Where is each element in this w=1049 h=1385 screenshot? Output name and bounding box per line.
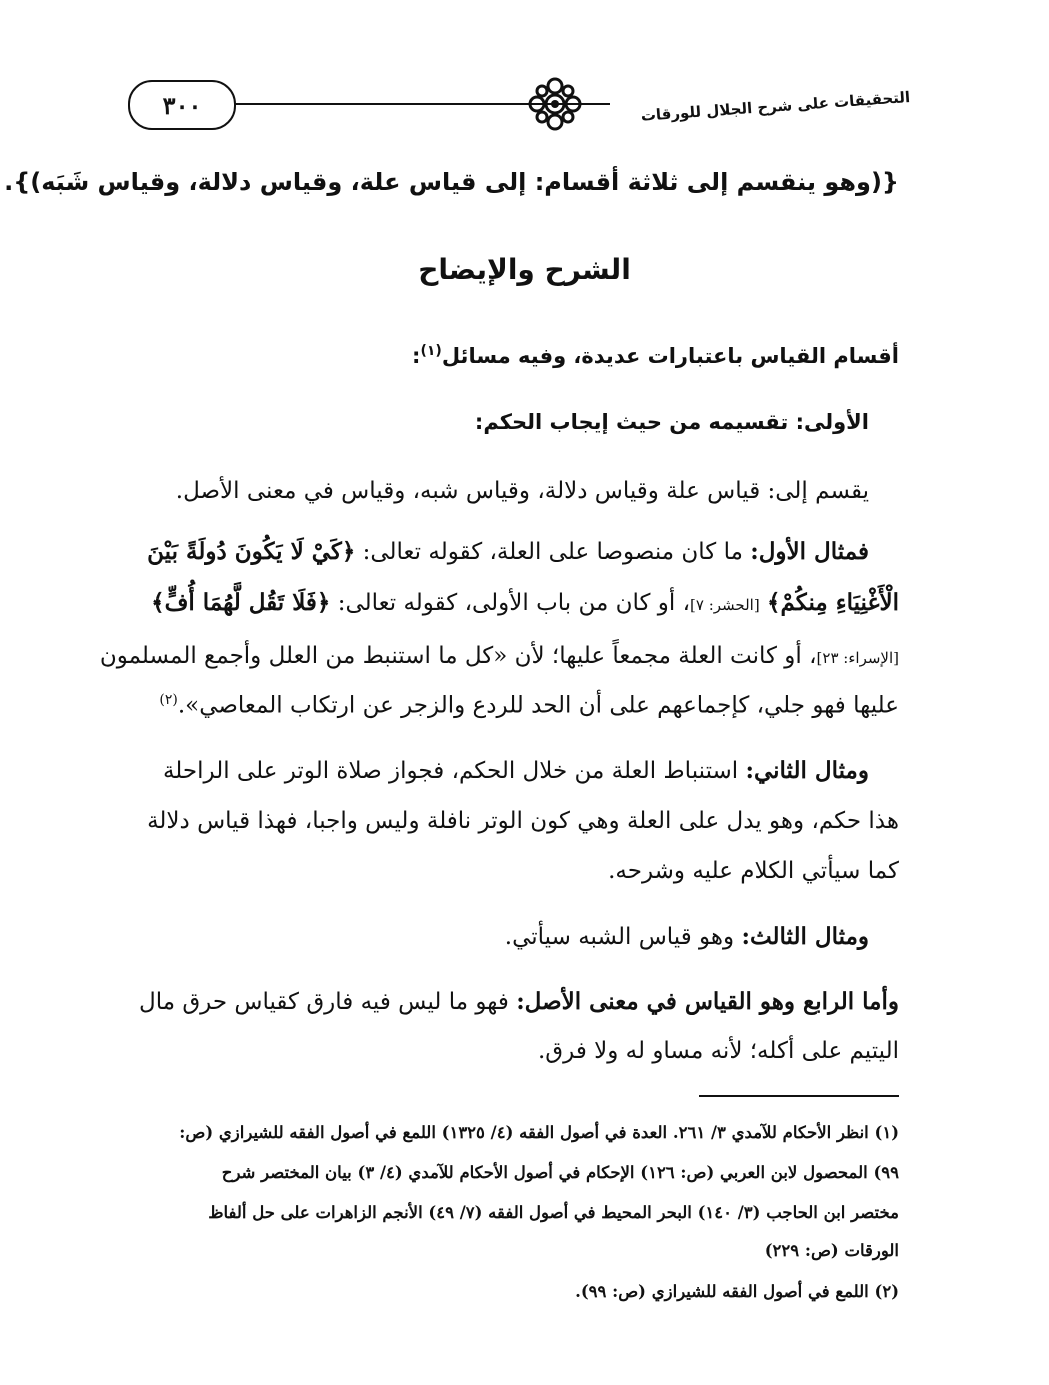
page-header (120, 70, 910, 150)
footnote-ref-1[interactable]: (١) (420, 343, 442, 359)
paragraph-divisions: يقسم إلى: قياس علة وقياس دلالة، وقياس شبه، وقياس في معنى الأصل. (175, 478, 869, 504)
quran-verse-1-end: الْأَغْنِيَاءِ مِنكُمْ﴾ (767, 589, 899, 616)
footnote-1-line-3: مختصر ابن الحاجب (٣/ ١٤٠) البحر المحيط في أصول الفقه (٧/ ٤٩) الأنجم الزاهرات على حل ألفاظ (208, 1203, 899, 1222)
footnote-2: (٢) اللمع في أصول الفقه للشيرازي (ص: ٩٩). (575, 1282, 899, 1301)
heading-divisions-end: : (412, 344, 421, 368)
footnote-separator (699, 1095, 899, 1097)
paragraph-second-line-2: هذا حكم، وهو يدل على العلة وهي كون الوتر نافلة وليس واجبا، فهذا قياس دلالة (147, 808, 899, 834)
paragraph-fourth-line-1 (138, 988, 899, 1015)
second-example-lead: ومثال الثاني: (745, 757, 869, 784)
footnote-ref-2[interactable]: (٢) (159, 692, 178, 708)
fourth-text-1: فهو ما ليس فيه فارق كقياس حرق مال (138, 989, 509, 1015)
quran-citation-1: [الحشر: ٧] (690, 596, 760, 614)
matn-text: {(وهو ينقسم إلى ثلاثة أقسام: إلى قياس علة، وقياس دلالة، وقياس شَبَه)}. (4, 168, 899, 196)
heading-divisions (154, 343, 899, 368)
heading-divisions-text: أقسام القياس باعتبارات عديدة، وفيه مسائل (441, 344, 899, 368)
paragraph-second-line-1 (154, 757, 869, 784)
third-example-lead: ومثال الثالث: (741, 923, 869, 950)
paragraph-first-line-2 (151, 589, 899, 616)
paragraph-first-line-4 (154, 692, 899, 719)
paragraph-first-line-3 (99, 643, 899, 669)
flower-ornament-icon (525, 74, 585, 134)
quran-verse-2: ﴿فَلَا تَقُل لَّهُمَا أُفٍّ﴾ (151, 589, 331, 616)
second-example-text-1: استنباط العلة من خلال الحكم، فجواز صلاة الوتر على الراحلة (162, 758, 739, 784)
heading-first-issue: الأولى: تقسيمه من حيث إيجاب الحكم: (474, 410, 869, 434)
third-example-text: وهو قياس الشبه سيأتي. (504, 924, 735, 950)
first-example-text-3: ، أو كانت العلة مجمعاً عليها؛ لأن «كل ما استنبط من العلل وأجمع المسلمون (99, 643, 817, 669)
footnote-1-line-4: الورقات (ص: ٢٢٩) (764, 1241, 899, 1260)
first-example-lead: فمثال الأول: (750, 538, 869, 565)
first-example-text-1: ما كان منصوصا على العلة، كقوله تعالى: (362, 539, 743, 565)
quran-citation-2: [الإسراء: ٢٣] (816, 649, 899, 667)
book-title: التحقيقات على شرح الجلال للورقات (640, 88, 911, 125)
fourth-lead: وأما الرابع وهو القياس في معنى الأصل: (516, 988, 899, 1015)
page-number: ٣٠٠ (128, 80, 236, 130)
first-example-text-4: عليها فهو جلي، كإجماعهم على أن الحد للردع والزجر عن ارتكاب المعاصي». (177, 692, 899, 719)
footnote-1-line-1: (١) انظر الأحكام للآمدي ٣/ ٢٦١. العدة في أصول الفقه (٤/ ١٣٢٥) اللمع في أصول الفقه للشيرازي (ص: (179, 1123, 899, 1142)
paragraph-fourth-line-2: اليتيم على أكله؛ لأنه مساو له ولا فرق. (537, 1038, 899, 1064)
paragraph-first-line-1 (147, 538, 869, 565)
paragraph-third (154, 923, 869, 950)
paragraph-second-line-3: كما سيأتي الكلام عليه وشرحه. (608, 858, 899, 884)
footnote-1-line-2: ٩٩) المحصول لابن العربي (ص: ١٢٦) الإحكام في أصول الأحكام للآمدي (٤/ ٣) بيان المختصر شرح (221, 1163, 899, 1182)
first-example-text-2: ، أو كان من باب الأولى، كقوله تعالى: (337, 590, 690, 616)
section-title: الشرح والإيضاح (418, 253, 631, 286)
quran-verse-1: ﴿كَيْ لَا يَكُونَ دُولَةً بَيْنَ (147, 538, 356, 565)
